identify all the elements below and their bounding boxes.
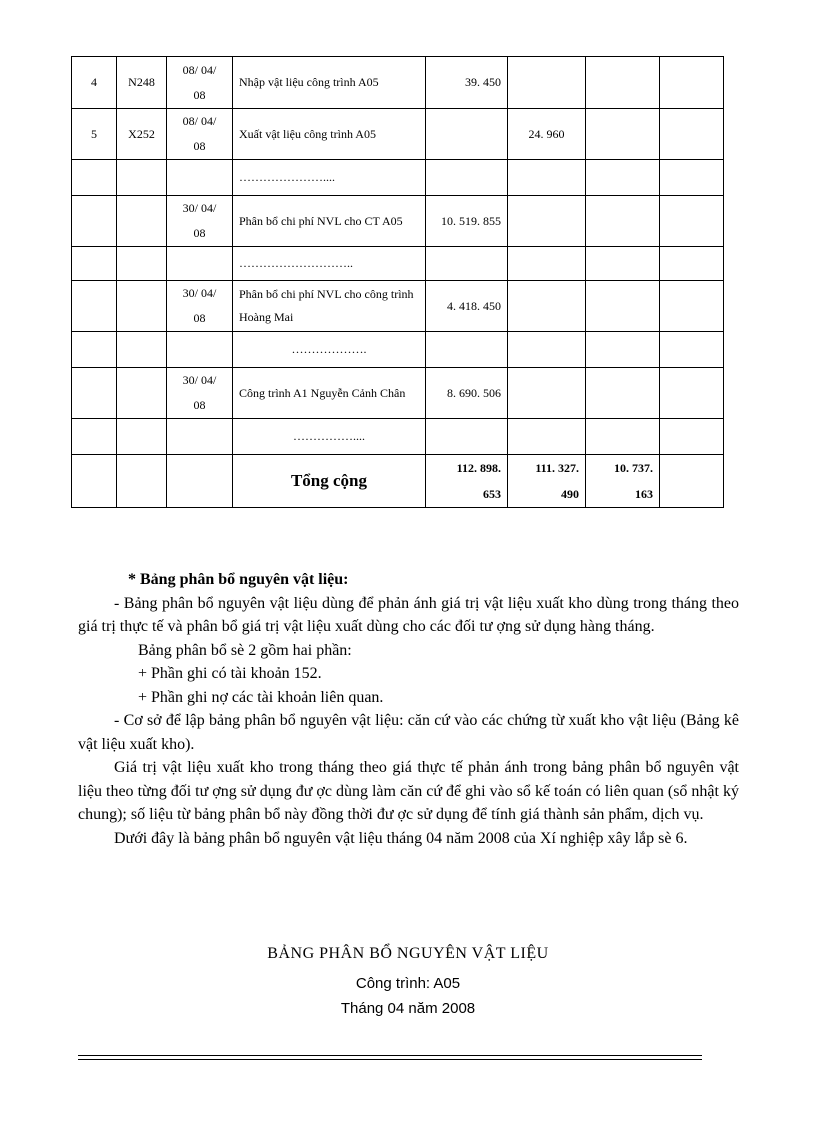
paragraph: Giá trị vật liệu xuất kho trong tháng theo giá thực tế phản ánh trong bảng phân bổ nguyên vật liệu theo từng đối tư ợng sử dụng đư ợc dùng làm căn cứ để ghi vào sổ kế toán có liên quan (sổ nhật ký chung); số liệu từ bảng phân bổ này đồng thời đư ợc sử dụng để tính giá thành sản phẩm, dịch vụ. [78,759,739,823]
debit-amount: 4. 418. 450 [426,281,508,332]
voucher-code: X252 [117,109,167,160]
project-subtitle: Công trình: A05 [355,975,461,992]
footer-rule [78,1055,702,1056]
credit-amount: 24. 960 [508,109,586,160]
total-debit: 112. 898. 653 [426,455,508,508]
debit-amount [426,109,508,160]
credit-amount [508,57,586,109]
voucher-date: 30/ 04/ 08 [167,368,233,419]
paragraph: + Phần ghi nợ các tài khoản liên quan. [138,688,384,706]
table-row [72,247,724,281]
ellipsis-row: ………………….... [233,160,426,196]
table-row [72,368,724,419]
allocation-section [78,568,739,850]
total-row [72,455,724,508]
table-row [72,196,724,247]
voucher-date: 30/ 04/ 08 [167,281,233,332]
description: Xuất vật liệu công trình A05 [233,109,426,160]
table-row [72,281,724,332]
voucher-date: 30/ 04/ 08 [167,196,233,247]
voucher-date: 08/ 04/ 08 [167,109,233,160]
debit-amount: 8. 690. 506 [426,368,508,419]
table-row [72,109,724,160]
voucher-code: N248 [117,57,167,109]
table-row [72,419,724,455]
debit-amount: 39. 450 [426,57,508,109]
row-number: 5 [72,109,117,160]
ellipsis-row: ……………………….. [233,247,426,281]
ledger-table [71,56,724,508]
table-row [72,332,724,368]
paragraph: + Phần ghi có tài khoản 152. [138,665,322,682]
total-balance: 10. 737. 163 [586,455,660,508]
ellipsis-row: …………….... [233,419,426,455]
paragraph: Dưới đây là bảng phân bổ nguyên vật liệu tháng 04 năm 2008 của Xí nghiệp xây lắp sè 6. [114,829,688,847]
table-row [72,160,724,196]
paragraph: - Bảng phân bổ nguyên vật liệu dùng để phản ánh giá trị vật liệu xuất kho dùng trong tháng theo giá trị thực tế và phân bổ giá trị vật liệu xuất dùng cho các đối tư ợng sử dụng hàng tháng. [78,594,739,635]
period-subtitle: Tháng 04 năm 2008 [340,1000,476,1017]
debit-amount: 10. 519. 855 [426,196,508,247]
row-number: 4 [72,57,117,109]
description: Phân bổ chi phí NVL cho công trình Hoàng Mai [233,281,426,332]
document-title: BẢNG PHÂN BỔ NGUYÊN VẬT LIỆU [267,945,549,962]
description: Phân bổ chi phí NVL cho CT A05 [233,196,426,247]
description: Nhập vật liệu công trình A05 [233,57,426,109]
total-label: Tổng cộng [233,455,426,508]
description: Công trình A1 Nguyễn Cảnh Chân [233,368,426,419]
voucher-date: 08/ 04/ 08 [167,57,233,109]
footer-rule [78,1059,702,1060]
paragraph: Bảng phân bổ sè 2 gồm hai phần: [138,641,352,659]
ellipsis-row: ………………. [233,332,426,368]
paragraph: - Cơ sở để lập bảng phân bổ nguyên vật liệu: căn cứ vào các chứng từ xuất kho vật liệu (Bảng kê vật liệu xuất kho). [78,712,739,753]
total-credit: 111. 327. 490 [508,455,586,508]
section-heading: * Bảng phân bổ nguyên vật liệu: [128,571,349,588]
table-row [72,57,724,109]
